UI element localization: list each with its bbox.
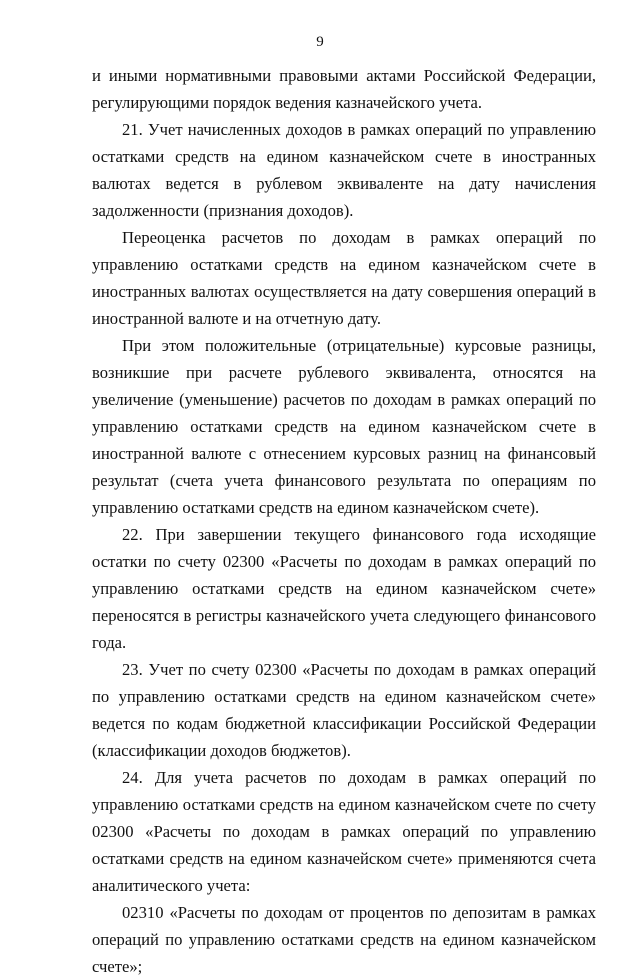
- paragraph-item-23: 23. Учет по счету 02300 «Расчеты по доходам в рамках операций по управлению остатками средств на едином казначейском счете» ведется по кодам бюджетной классификации Российской Федерации (классификации доходов бюджетов).: [92, 660, 596, 760]
- paragraph-revaluation: Переоценка расчетов по доходам в рамках операций по управлению остатками средств на едином казначейском счете в иностранных валютах осуществляется на дату совершения операций в иностранной валюте и на отчетную дату.: [92, 228, 596, 328]
- paragraph-item-21: 21. Учет начисленных доходов в рамках операций по управлению остатками средств на едином казначейском счете в иностранных валютах ведется в рублевом эквиваленте на дату начисления задолженности (признания доходов).: [92, 120, 596, 220]
- paragraph-item-24: 24. Для учета расчетов по доходам в рамках операций по управлению остатками средств на едином казначейском счете по счету 02300 «Расчеты по доходам в рамках операций по управлению остатками средств на едином казначейском счете» применяются счета аналитического учета:: [92, 768, 596, 895]
- document-body: [92, 62, 596, 980]
- paragraph-exchange-differences: При этом положительные (отрицательные) курсовые разницы, возникшие при расчете рублевого эквивалента, относятся на увеличение (уменьшение) расчетов по доходам в рамках операций по управлению остатками средств на едином казначейском счете в иностранной валюте с отнесением курсовых разниц на финансовый результат (счета учета финансового результата по операциям по управлению остатками средств на едином казначейском счете).: [92, 336, 596, 517]
- page-number: 9: [316, 34, 324, 50]
- paragraph-item-22: 22. При завершении текущего финансового года исходящие остатки по счету 02300 «Расчеты по доходам в рамках операций по управлению остатками средств на едином казначейском счете» переносятся в регистры казначейского учета следующего финансового года.: [92, 525, 596, 652]
- paragraph-continuation: и иными нормативными правовыми актами Российской Федерации, регулирующими порядок ведения казначейского учета.: [92, 66, 596, 112]
- paragraph-account-02310: 02310 «Расчеты по доходам от процентов по депозитам в рамках операций по управлению остатками средств на едином казначейском счете»;: [92, 903, 596, 976]
